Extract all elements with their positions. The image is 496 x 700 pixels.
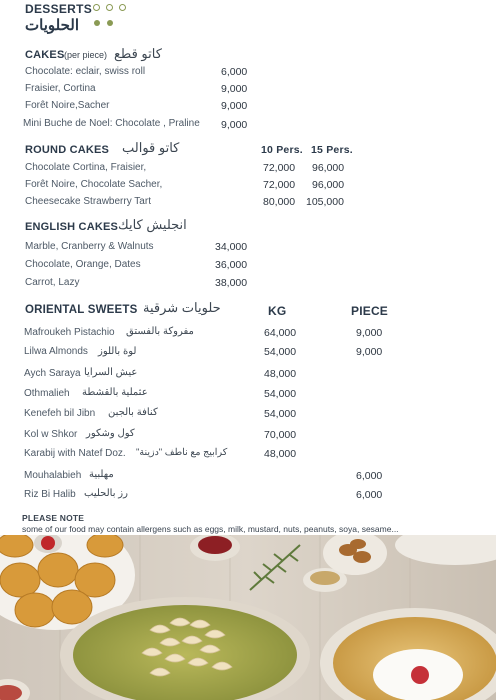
- section-title-oriental-sweets: ORIENTAL SWEETS: [25, 304, 138, 316]
- menu-item-price-kg: 54,000: [264, 346, 297, 358]
- menu-item-name: Riz Bi Halib: [24, 489, 76, 500]
- menu-item-name: Fraisier, Cortina: [25, 83, 96, 94]
- menu-item-price: 34,000: [215, 241, 248, 253]
- menu-item-name: Aych Saraya: [24, 368, 81, 379]
- menu-item-name: Karabij with Natef Doz.: [24, 448, 126, 459]
- menu-item-name: Chocolate Cortina, Fraisier,: [25, 162, 147, 173]
- circle-outline-icon: [119, 4, 126, 11]
- menu-title-arabic: الحلويات: [25, 17, 80, 34]
- menu-item-price: 9,000: [221, 83, 248, 95]
- menu-item-price-kg: 70,000: [264, 429, 297, 441]
- menu-item-price-piece: 9,000: [356, 346, 383, 358]
- menu-item-name-arabic: مفروكة بالفستق: [126, 326, 194, 337]
- section-title-cakes: CAKES: [25, 49, 65, 61]
- menu-item-name: Mini Buche de Noel: Chocolate , Praline: [23, 118, 200, 129]
- column-header-10-pers: 10 Pers.: [261, 144, 303, 156]
- menu-item-price-kg: 48,000: [264, 368, 297, 380]
- menu-item-name: Chocolate: eclair, swiss roll: [25, 66, 146, 77]
- menu-item-price-kg: 54,000: [264, 388, 297, 400]
- column-header-15-pers: 15 Pers.: [311, 144, 353, 156]
- menu-item-price: 9,000: [221, 100, 248, 112]
- allergen-note: [22, 513, 399, 534]
- menu-item-price-kg: 64,000: [264, 327, 297, 339]
- section-title-round-cakes: ROUND CAKES: [25, 144, 110, 156]
- menu-item-name: Lilwa Almonds: [24, 346, 88, 357]
- menu-item-name: Cheesecake Strawberry Tart: [25, 196, 151, 207]
- section-title-oriental-sweets-arabic: حلويات شرقية: [143, 300, 221, 315]
- menu-item-name: Mouhalabieh: [24, 470, 82, 481]
- menu-item-price: 6,000: [221, 66, 248, 78]
- menu-item-price: 72,000: [263, 162, 296, 174]
- menu-item-name: Othmalieh: [24, 388, 70, 399]
- menu-item-name: Forêt Noire, Chocolate Sacher,: [25, 179, 163, 190]
- menu-item-name-arabic: كرابيج مع ناطف "دزينة": [136, 447, 228, 458]
- menu-item-price: 96,000: [312, 179, 345, 191]
- menu-item-name: Carrot, Lazy: [25, 277, 80, 288]
- section-title-round-cakes-arabic: كاتو قوالب: [122, 140, 180, 155]
- circle-filled-icon: [94, 20, 100, 26]
- menu-item-name: Chocolate, Orange, Dates: [25, 259, 141, 270]
- note-label: PLEASE NOTE: [22, 513, 85, 523]
- section-title-english-cakes-arabic: انجليش كايك: [118, 217, 187, 232]
- menu-item-name-arabic: عثملية بالقشطة: [82, 387, 148, 398]
- menu-item-name: Kol w Shkor: [24, 429, 78, 440]
- menu-title: DESSERTS: [25, 2, 93, 16]
- menu-item-price-piece: 6,000: [356, 470, 383, 482]
- menu-item-name-arabic: عيش السرايا: [84, 367, 138, 378]
- section-note: (per piece): [64, 50, 108, 60]
- menu-item-price-kg: 54,000: [264, 408, 297, 420]
- circle-outline-icon: [106, 4, 113, 11]
- menu-item-price-kg: 48,000: [264, 448, 297, 460]
- menu-item-name: Mafroukeh Pistachio: [24, 327, 115, 338]
- menu-item-name-arabic: لوة باللوز: [98, 346, 137, 357]
- menu-item-name-arabic: رز بالحليب: [84, 488, 128, 499]
- column-header-kg: KG: [268, 304, 287, 318]
- circle-filled-icon: [107, 20, 113, 26]
- menu-item-name: Kenefeh bil Jibn: [24, 408, 96, 419]
- menu-item-price: 72,000: [263, 179, 296, 191]
- section-title-english-cakes: ENGLISH CAKES: [25, 221, 119, 233]
- food-photo: [0, 535, 496, 700]
- menu-item-price-piece: 6,000: [356, 489, 383, 501]
- note-text: some of our food may contain allergens such as eggs, milk, mustard, nuts, peanuts, soya, sesame...: [22, 524, 399, 534]
- menu-item-name-arabic: كول وشكور: [86, 428, 135, 439]
- menu-item-price: 38,000: [215, 277, 248, 289]
- menu-item-price: 96,000: [312, 162, 345, 174]
- menu-item-price: 36,000: [215, 259, 248, 271]
- menu-item-price: 9,000: [221, 119, 248, 131]
- menu-item-price: 80,000: [263, 196, 296, 208]
- menu-item-name: Forêt Noire,Sacher: [25, 100, 110, 111]
- menu-item-name: Marble, Cranberry & Walnuts: [25, 241, 154, 252]
- menu-item-name-arabic: كنافة بالجبن: [108, 407, 158, 418]
- menu-item-price: 105,000: [306, 196, 344, 208]
- section-title-cakes-arabic: كاتو قطع: [114, 46, 162, 61]
- food-photo-illustration: [0, 535, 496, 700]
- menu-item-price-piece: 9,000: [356, 327, 383, 339]
- circle-outline-icon: [93, 4, 100, 11]
- menu-item-name-arabic: مهلبية: [89, 469, 114, 480]
- column-header-piece: PIECE: [351, 304, 389, 318]
